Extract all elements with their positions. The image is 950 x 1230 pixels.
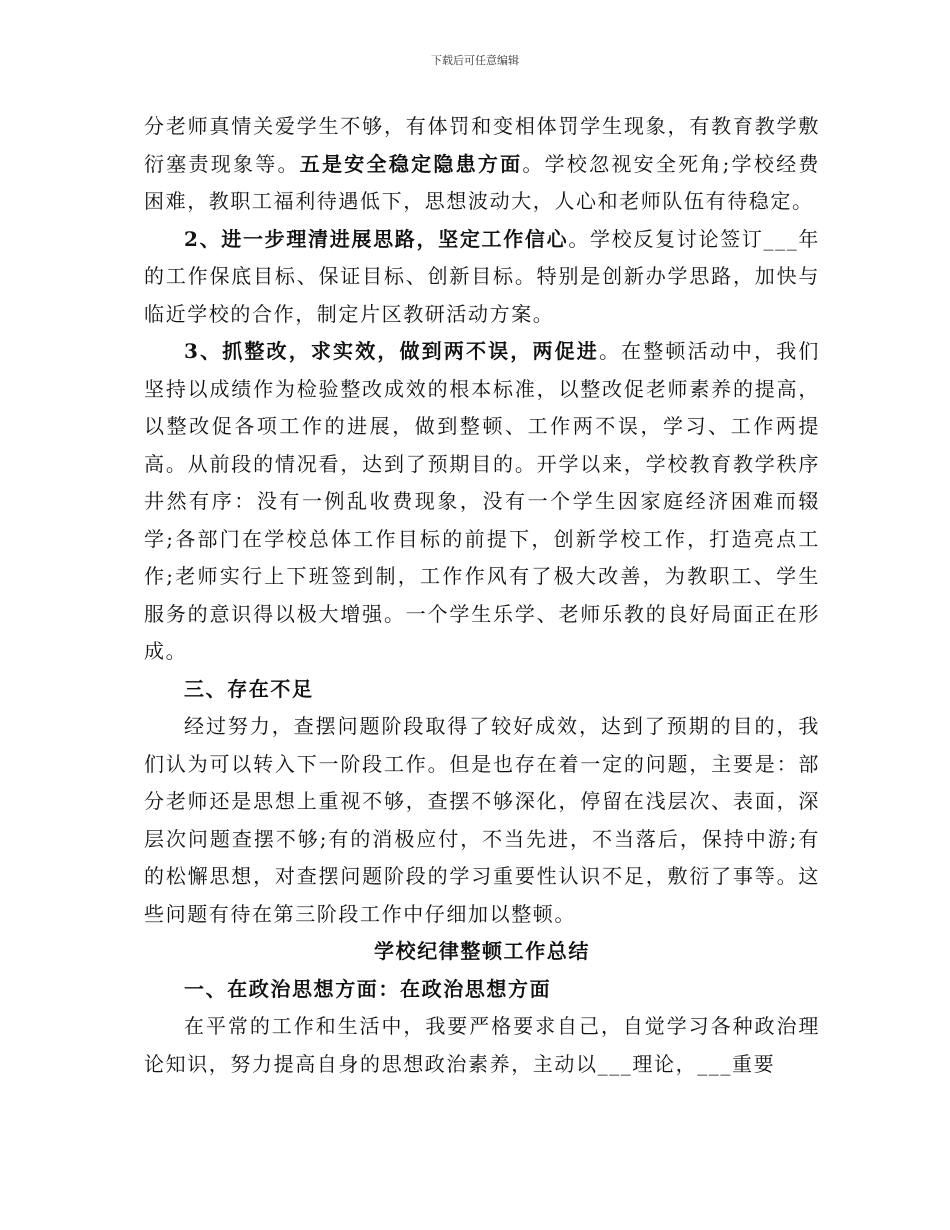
paragraph-3 xyxy=(144,333,820,671)
paragraph-4: 经过努力，查摆问题阶段取得了较好成效，达到了预期的目的，我们认为可以转入下一阶段工作。但是也存在着一定的问题，主要是：部分老师还是思想上重视不够，查摆不够深化，停留在浅层次、表面，深层次问题查摆不够;有的消极应付，不当先进，不当落后，保持中游;有的松懈思想，对查摆问题阶段的学习重要性认识不足，敷衍了事等。这些问题有待在第三阶段工作中仔细加以整顿。 xyxy=(144,714,820,926)
document-body xyxy=(144,108,820,1083)
page-header: 下载后可任意编辑 xyxy=(431,54,519,67)
paragraph-2-tail: 。学校反复讨论签订___年的工作保底目标、保证目标、创新目标。特别是创新办学思路，加快与临近学校的合作，制定片区教研活动方案。 xyxy=(144,226,820,326)
paragraph-1-tail: 。学校忽视安全死角;学校经费困难，教职工福利待遇低下，思想波动大，人心和老师队伍有待稳定。 xyxy=(144,151,821,213)
section-3-heading: 三、存在不足 xyxy=(184,676,314,701)
section-1-heading: 一、在政治思想方面：在政治思想方面 xyxy=(184,976,552,1001)
paragraph-3-tail: 。在整顿活动中，我们坚持以成绩作为检验整改成效的根本标准，以整改促老师素养的提高，以整改促各项工作的进展，做到整顿、工作两不误，学习、工作两提高。从前段的情况看，达到了预期目的。开学以来，学校教育教学秩序井然有序：没有一例乱收费现象，没有一个学生因家庭经济困难而辍学;各部门在学校总体工作目标的前提下，创新学校工作，打造亮点工作;老师实行上下班签到制，工作作风有了极大改善，为教职工、学生服务的意识得以极大增强。一个学生乐学、老师乐教的良好局面正在形成。 xyxy=(144,339,820,663)
paragraph-1-text: 分老师真情关爱学生不够，有体罚和变相体罚学生现象，有教育教学敷衍塞责现象等。 xyxy=(144,114,820,176)
paragraph-1 xyxy=(144,108,820,221)
document-title: 学校纪律整顿工作总结 xyxy=(374,939,590,963)
paragraph-5: 在平常的工作和生活中，我要严格要求自己，自觉学习各种政治理论知识，努力提高自身的思想政治素养，主动以___理论，___重要 xyxy=(144,1014,820,1076)
paragraph-1-bold: 五是安全稳定隐患方面 xyxy=(299,151,523,176)
paragraph-2-bold: 2、进一步理清进展思路，坚定工作信心 xyxy=(184,226,569,251)
paragraph-2 xyxy=(144,221,820,334)
paragraph-3-bold: 3、抓整改，求实效，做到两不误，两促进 xyxy=(184,339,599,363)
